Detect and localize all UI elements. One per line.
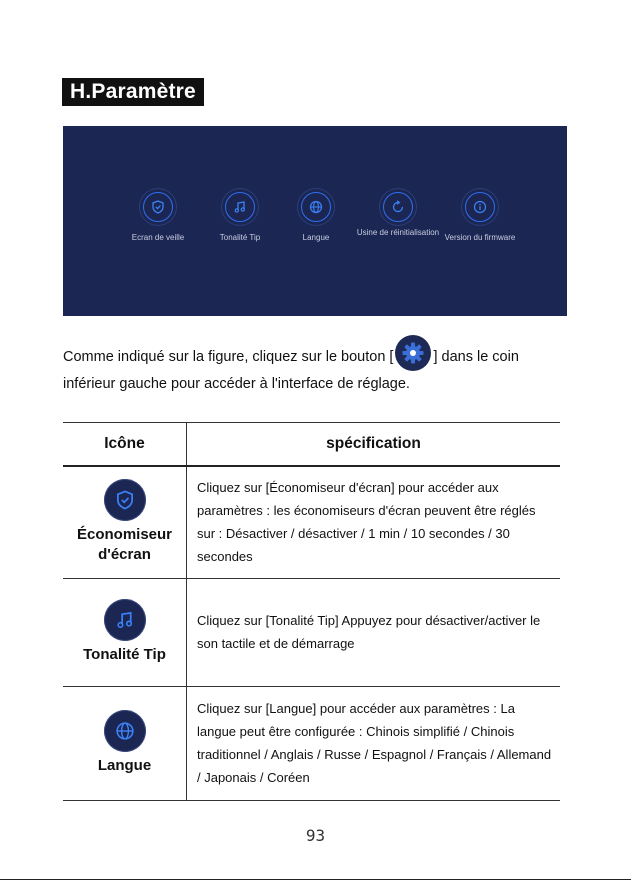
row-icon-cell bbox=[63, 466, 187, 578]
table-row bbox=[63, 578, 560, 686]
row-icon-cell bbox=[63, 686, 187, 800]
gear-icon bbox=[395, 335, 431, 371]
table-row bbox=[63, 466, 560, 578]
table-header-row bbox=[63, 423, 560, 467]
music-note-icon bbox=[104, 599, 146, 641]
row-description: Cliquez sur [Tonalité Tip] Appuyez pour désactiver/activer le son tactile et de démarrage bbox=[187, 578, 561, 686]
intro-text-before: Comme indiqué sur la figure, cliquez sur le bouton [ bbox=[63, 348, 394, 365]
bottom-divider bbox=[0, 879, 631, 880]
panel-item-screensaver[interactable] bbox=[114, 192, 202, 262]
table-row bbox=[63, 686, 560, 800]
panel-item-label: Tonalité Tip bbox=[219, 233, 261, 242]
shield-icon bbox=[104, 479, 146, 521]
shield-icon bbox=[143, 192, 173, 222]
music-note-icon bbox=[225, 192, 255, 222]
panel-item-factory-reset[interactable] bbox=[354, 192, 442, 262]
section-heading: H.Paramètre bbox=[62, 78, 204, 106]
header-icon: Icône bbox=[63, 423, 187, 467]
settings-panel-screenshot bbox=[63, 126, 567, 316]
row-description: Cliquez sur [Langue] pour accéder aux paramètres : La langue peut être configurée : Chinois simplifié / Chinois traditionnel / Anglais / Russe / Espagnol / Français / Allemand / Japonais / Coréen bbox=[187, 686, 561, 800]
row-description: Cliquez sur [Économiseur d'écran] pour accéder aux paramètres : les économiseurs d'écran peuvent être réglés sur : Désactiver / désactiver / 1 min / 10 secondes / 30 secondes bbox=[187, 466, 561, 578]
row-name: Langue bbox=[97, 757, 152, 774]
settings-spec-table bbox=[63, 422, 560, 801]
panel-item-label: Version du firmware bbox=[444, 233, 516, 242]
page-number: 93 bbox=[305, 826, 326, 845]
info-icon bbox=[465, 192, 495, 222]
panel-item-label: Ecran de veille bbox=[131, 233, 185, 242]
intro-text-after: ] dans le coin inférieur gauche pour accéder à l'interface de réglage. bbox=[63, 348, 519, 392]
panel-item-label: Langue bbox=[302, 233, 330, 242]
globe-icon bbox=[301, 192, 331, 222]
panel-item-label: Usine de réinitialisation bbox=[356, 228, 440, 237]
header-specification: spécification bbox=[187, 423, 561, 467]
reset-icon bbox=[383, 192, 413, 222]
row-name: Tonalité Tip bbox=[83, 646, 166, 663]
panel-item-language[interactable] bbox=[272, 192, 360, 262]
row-name: Économiseur d'écran bbox=[76, 526, 173, 564]
row-icon-cell bbox=[63, 578, 187, 686]
panel-item-tip-tone[interactable] bbox=[196, 192, 284, 262]
globe-icon bbox=[104, 710, 146, 752]
panel-item-firmware-version[interactable] bbox=[436, 192, 524, 262]
intro-paragraph bbox=[63, 343, 563, 397]
